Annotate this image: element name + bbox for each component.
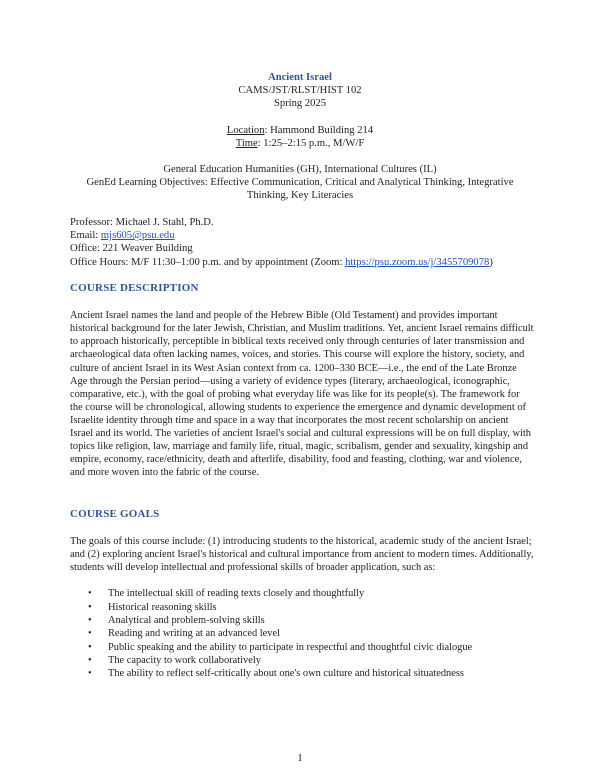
course-title: Ancient Israel xyxy=(268,72,332,83)
bullet-icon: • xyxy=(88,628,92,640)
course-header xyxy=(0,71,600,203)
professor-office: Office: 221 Weaver Building xyxy=(70,243,193,255)
professor-email-line xyxy=(70,229,540,242)
course-goals-section xyxy=(70,508,534,681)
bullet-icon: • xyxy=(88,668,92,680)
bullet-icon: • xyxy=(88,588,92,600)
email-link[interactable]: mjs605@psu.edu xyxy=(100,230,175,242)
objectives-line-1: GenEd Learning Objectives: Effective Communication, Critical and Analytical Thinking, Integrative xyxy=(86,177,514,189)
professor-name: Professor: Michael J. Stahl, Ph.D. xyxy=(70,217,214,228)
course-term: Spring 2025 xyxy=(273,98,327,110)
professor-info xyxy=(70,216,540,269)
bullet-icon: • xyxy=(88,654,92,666)
email-label: Email: xyxy=(70,230,101,242)
course-time xyxy=(0,137,600,150)
list-item: • Reading and writing at an advanced level xyxy=(88,628,280,640)
course-goals-heading: COURSE GOALS xyxy=(70,508,160,520)
location-label: Location xyxy=(226,124,265,136)
time-label: Time xyxy=(235,137,258,149)
zoom-link[interactable]: https://psu.zoom.us/j/3455709078 xyxy=(345,256,490,268)
location-value: : Hammond Building 214 xyxy=(264,124,374,136)
list-item: • Analytical and problem-solving skills xyxy=(88,615,265,627)
course-goals-intro: The goals of this course include: (1) introducing students to the historical, academic study of the ancient Israel; and (2) exploring ancient Israel's historical and cultural importance from ancient to modern times. Additionally, students will develop intellectual and professional skills of broader application, such as: xyxy=(70,536,534,574)
course-description-section xyxy=(70,282,534,479)
list-item: • The intellectual skill of reading texts closely and thoughtfully xyxy=(88,588,365,600)
time-value: : 1:25–2:15 p.m., M/W/F xyxy=(257,137,365,149)
list-item: • The ability to reflect self-critically about one's own culture and historical situatedness xyxy=(88,668,464,680)
office-hours-line xyxy=(70,256,540,269)
course-goals-list xyxy=(70,587,534,680)
course-description-heading: COURSE DESCRIPTION xyxy=(70,282,199,294)
list-item: • Public speaking and the ability to participate in respectful and thoughtful civic dialogue xyxy=(88,641,473,653)
gen-ed-line: General Education Humanities (GH), International Cultures (IL) xyxy=(163,164,437,176)
list-item: • The capacity to work collaboratively xyxy=(88,654,261,666)
office-hours-text: Office Hours: M/F 11:30–1:00 p.m. and by appointment (Zoom: xyxy=(70,256,346,268)
page-number: 1 xyxy=(297,752,303,764)
office-hours-suffix: ) xyxy=(489,256,493,268)
bullet-icon: • xyxy=(88,601,92,613)
bullet-icon: • xyxy=(88,641,92,653)
list-item: • Historical reasoning skills xyxy=(88,601,217,613)
course-location xyxy=(0,124,600,137)
course-code: CAMS/JST/RLST/HIST 102 xyxy=(238,85,362,97)
objectives-line-2: Thinking, Key Literacies xyxy=(246,190,354,202)
course-description-text: Ancient Israel names the land and people of the Hebrew Bible (Old Testament) and provides important historical background for the later Jewish, Christian, and Muslim traditions. Yet, ancient Israel remains difficult to approach historically, perceptible in biblical texts received only through centuries of later transmission and archaeological data often lacking names, voices, and stories. This course will explore the history, society, and culture of ancient Israel in its West Asian context from ca. 1200–330 BCE—i.e., the end of the Late Bronze Age through the Persian period—using a variety of evidence types (literary, archaeological, iconographic, comparative, etc.), with the goal of probing what everyday life was like for its people(s). The framework for the course will be chronological, allowing students to experience the emergence and dynamic development of Israelite identity through time and space in a way that incorporates the most recent scholarship on ancient Israel and its world. The varieties of ancient Israel's social and cultural expressions will be on full display, with topics like religion, law, marriage and family life, ritual, magic, scribalism, gender and sexuality, kingship and empire, economy, race/ethnicity, death and afterlife, disability, food and feasting, clothing, war and violence, and more woven into the fabric of the course. xyxy=(70,310,534,479)
bullet-icon: • xyxy=(88,615,92,627)
